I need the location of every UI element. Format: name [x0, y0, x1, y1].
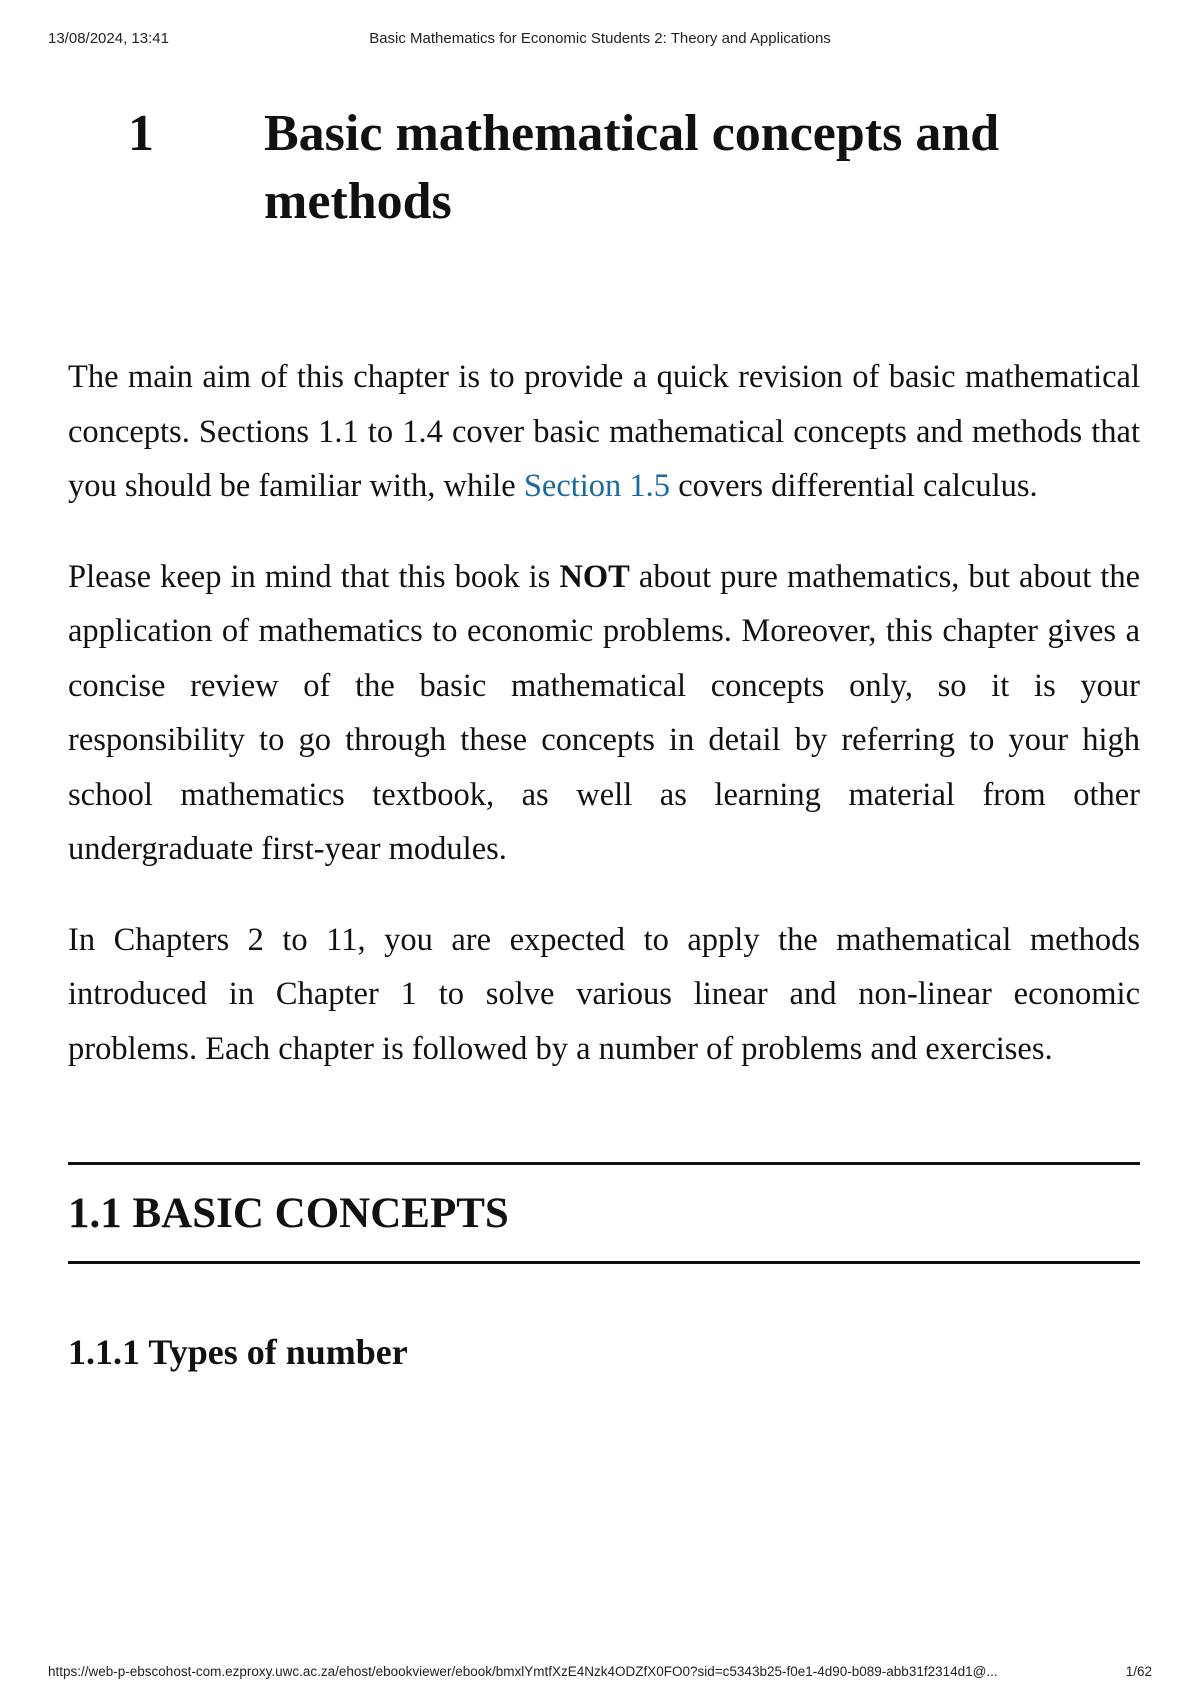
print-document-title: Basic Mathematics for Economic Students 2: Theory and Applications: [369, 30, 831, 47]
chapter-body: [68, 350, 1140, 1374]
scope-paragraph-text: Please keep in mind that this book is: [68, 558, 560, 595]
intro-paragraph-text: The main aim of this chapter is to provide a quick revision of basic mathematical concepts. Sections 1.1 to 1.4 cover basic mathematical concepts and methods that you should be familiar with, while: [68, 359, 1140, 504]
section-heading: 1.1 BASIC CONCEPTS: [68, 1190, 509, 1237]
print-url: https://web-p-ebscohost-com.ezproxy.uwc.ac.za/ehost/ebookviewer/ebook/bmxlYmtfXzE4Nzk4ODZfX0FO0?sid=c5343b25-f0e1-4d90-b089-abb31f2314d1@...: [48, 1664, 998, 1679]
print-footer: [48, 1664, 1152, 1684]
chapter-title: Basic mathematical concepts and methods: [264, 105, 1000, 230]
page-number: 1/62: [1125, 1664, 1152, 1679]
section-1-5-link[interactable]: Section 1.5: [523, 468, 671, 504]
chapter-number: 1: [128, 105, 154, 162]
intro-paragraph-text-end: covers differential calculus.: [670, 468, 1038, 504]
scope-paragraph: [68, 550, 1140, 877]
chapters-paragraph: In Chapters 2 to 11, you are expected to apply the mathematical methods introduced in Chapter 1 to solve various linear and non-linear economic problems. Each chapter is followed by a number of problems and exercises.: [68, 921, 1140, 1067]
print-header: [48, 30, 1152, 52]
scope-paragraph-emphasis: NOT: [559, 558, 630, 595]
subsection-heading: 1.1.1 Types of number: [68, 1332, 408, 1372]
print-timestamp: 13/08/2024, 13:41: [48, 30, 169, 47]
scope-paragraph-text-end: about pure mathematics, but about the application of mathematics to economic problems. Moreover, this chapter gives a concise review of the basic mathematical concepts only, so it is your responsibility to go through these concepts in detail by referring to your high school mathematics textbook, as well as learning material from other undergraduate first-year modules.: [68, 558, 1140, 867]
intro-paragraph: [68, 350, 1140, 514]
